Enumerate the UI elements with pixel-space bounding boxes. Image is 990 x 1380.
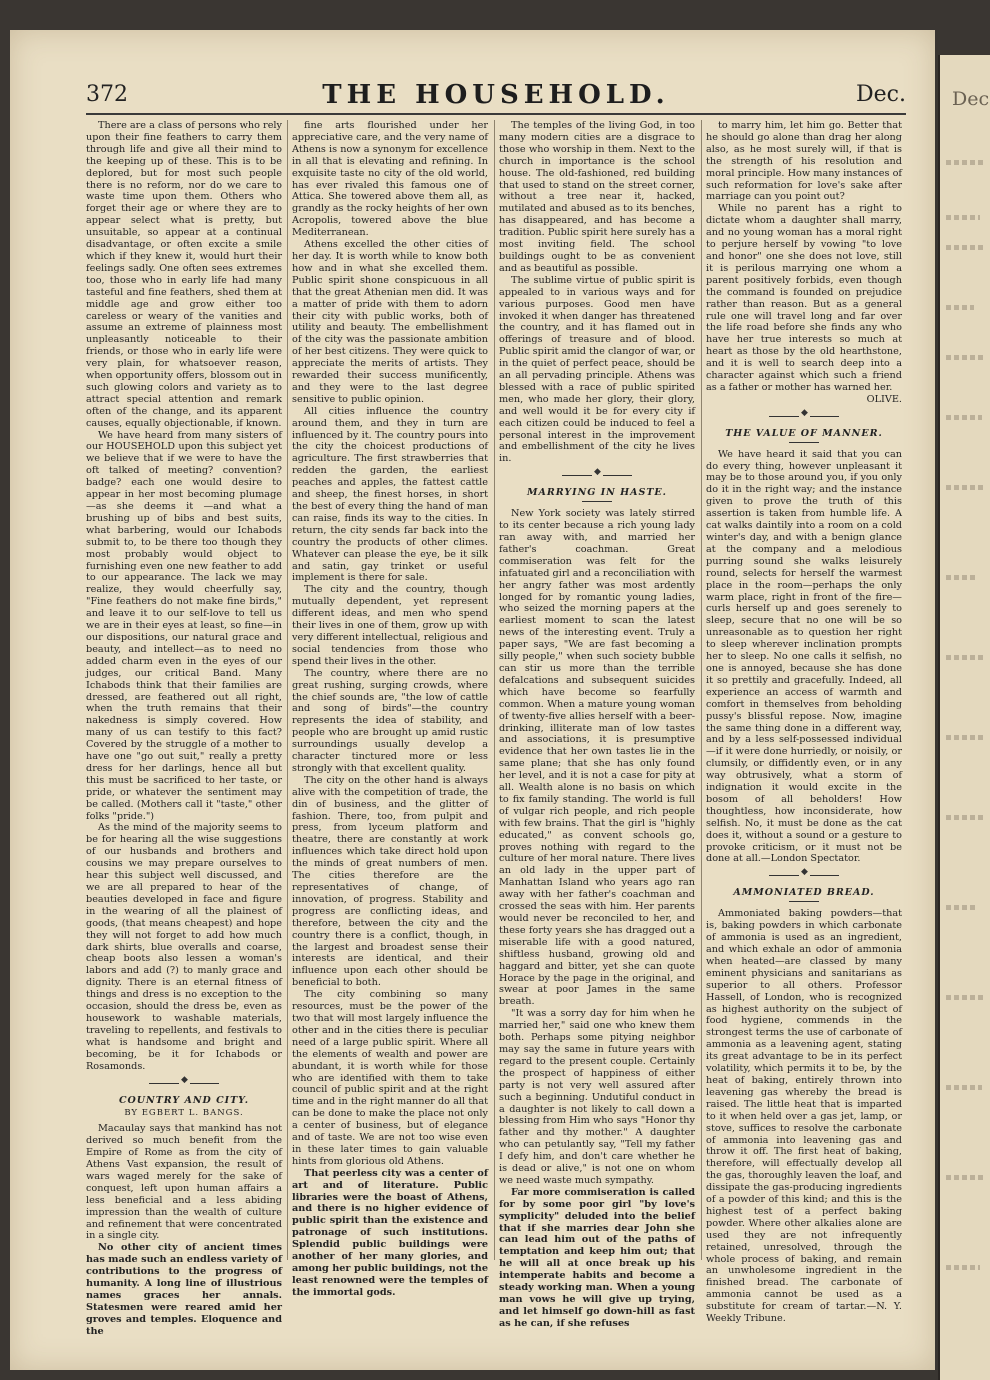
paragraph: The country, where there are no great rushing, surging crowds, where the chief sounds are, "the low of cattle and song of birds"—the country represents the idea of stability, and people who are brought up amid rustic surroundings usually develop a character tinctured more or less strongly with that excellent quality. <box>292 667 488 774</box>
adjacent-text-line <box>946 415 982 420</box>
adjacent-text-line <box>946 1265 980 1270</box>
adjacent-page-edge <box>938 55 990 1380</box>
article-title-value-of-manner: THE VALUE OF MANNER. <box>725 427 883 439</box>
article-byline: BY EGBERT L. BANGS. <box>124 1108 244 1119</box>
page-header <box>86 52 906 110</box>
issue-month: Dec. <box>856 82 906 107</box>
adjacent-text-line <box>946 995 986 1000</box>
paragraph: to marry him, let him go. Better that he should go alone than drag her along also, as he most surely will, if that is the strength of his resolution and moral principle. How many instances of such reformation for love's sake after marriage can you point out? <box>706 120 902 203</box>
paragraph: Far more commiseration is called for by some poor girl "by love's symplicity" deluded into the belief that if she marries dear John she can lead him out of the paths of temptation and keep him out; that he will all at once break up his intemperate habits and become a steady working man. When a young man vows he will give up trying, and let himself go down-hill as fast as he can, if she refuses <box>499 1186 695 1329</box>
adjacent-text-line <box>946 735 984 740</box>
article-columns <box>86 120 906 1337</box>
adjacent-text-line <box>946 215 980 220</box>
paragraph: New York society was lately stirred to its center because a rich young lady ran away with, and married her father's coachman. Great commiseration was felt for the infatuated girl and a reconciliation with her angry father was most ardently longed for by romantic young ladies, who seized the morning papers at the earliest moment to scan the latest news of the interesting event. Truly a paper says, "We are fast becoming a silly people," when such society bubble can stir us more than the terrible defalcations and subsequent suicides which have become so fearfully common. When a mature young woman of twenty-five allies herself with a beer-drinking, illiterate man of low tastes and associations, it is presumptive evidence that her own tastes lie in the same plane; that she has only found her level, and it is not a case for pity at all. Wealth alone is no basis on which to fix family standing. The world is full of vulgar rich people, and rich people with few brains. That the girl is "highly educated," as convent schools go, proves nothing with regard to the culture of her moral nature. There lives an old lady in the upper part of Manhattan Island who years ago ran away with her father's coachman and crossed the seas with him. Her parents would never be reconciled to her, and these forty years she has dragged out a miserable life with a good natured, shiftless husband, growing old and haggard and bitter, yet she can quote Horace by the page in the original, and swear at poor James in the same breath. <box>499 508 695 1008</box>
paragraph: Athens excelled the other cities of her day. It is worth while to know both how and in what she excelled them. Public spirit shone conspicuous in all that the great Athenian men did. It was a matter of pride with them to adorn their city with public works, both of utility and beauty. The embellishment of the city was the passionate ambition of her best citizens. They were quick to appreciate the merits of artists. They rewarded their success munificently, and they were to the last degree sensitive to public opinion. <box>292 239 488 405</box>
adjacent-text-line <box>946 1175 986 1180</box>
column-divider <box>701 120 702 1260</box>
author-signature: OLIVE. <box>866 393 902 405</box>
column-4 <box>706 120 902 1325</box>
paragraph: Ammoniated baking powders—that is, baking powders in which carbonate of ammonia is used as an ingredient, and which exhale an odor of ammonia when heated—are classed by many eminent physicians and sanitarians as superior to all others. Professor Hassell, of London, who is recognized as highest authority on the subject of food hygiene, commends in the strongest terms the use of carbonate of ammonia as a leavening agent, stating its great advantage to be in its perfect volatility, which permits it to be, by the heat of baking, entirely thrown into leavening gas whereby the bread is raised. The little heat that is imparted to it when held over a gas jet, lamp, or stove, suffices to resolve the carbonate of ammonia into leavening gas and throw it off. The first heat of baking, therefore, will effectually develop all the gas, thoroughly leaven the loaf, and dissipate the gas-producing ingredients of a powder of this kind; and this is the highest test of a perfect baking powder. Where other alkalies alone are used they are not infrequently retained, unresolved, through the whole process of baking, and remain an unwholesome ingredient in the finished bread. The carbonate of ammonia cannot be used as a substitute for cream of tartar.—N. Y. Weekly Tribune. <box>706 908 902 1325</box>
column-1 <box>86 120 282 1337</box>
paragraph: While no parent has a right to dictate whom a daughter shall marry, and no young woman has a moral right to perjure herself by vowing "to love and honor" one she does not love, still it is perilous marrying one whom a parent positively forbids, even though the command is founded on prejudice rather than reason. But as a general rule one will travel long and far over the life road before she finds any who have her true interests so much at heart as those by the old hearthstone, and it is well to search deep into a character against which such a friend as a father or mother has warned her. <box>706 203 902 393</box>
paragraph: The temples of the living God, in too many modern cities are a disgrace to those who worship in them. Next to the church in importance is the school house. The old-fashioned, red building that used to stand on the street corner, without a tree near it, hacked, mutilated and abused as to its benches, has disappeared, and has become a tradition. Public spirit here surely has a most inviting field. The school buildings ought to be as convenient and as beautiful as possible. <box>499 120 695 274</box>
adjacent-page-header: Dec <box>952 88 990 110</box>
adjacent-text-line <box>946 355 986 360</box>
section-ornament <box>562 473 632 479</box>
section-ornament <box>149 1081 219 1087</box>
paragraph: No other city of ancient times has made such an endless variety of contributions to the progress of humanity. A long line of illustrious names graces her annals. Statesmen were reared amid her groves and temples. Eloquence and the <box>86 1242 282 1337</box>
paragraph: We have heard it said that you can do every thing, however unpleasant it may be to those around you, if you only do it in the right way; and the instance given to prove the truth of this assertion is taken from humble life. A cat walks daintily into a room on a cold winter's day, and with a benign glance at the company and a melodious purring sound she walks leisurely round, selects for herself the warmest place in the room—perhaps the only warm place, right in front of the fire—curls herself up and goes serenely to sleep, secure that no one will be so unreasonable as to question her right to sleep wherever inclination prompts her to sleep. No one calls it selfish, no one is annoyed, because she has done it so prettily and gracefully. Indeed, all experience an access of warmth and comfort in themselves from beholding pussy's blissful repose. Now, imagine the same thing done in a different way, and by a less self-possessed individual—if it were done hurriedly, or noisily, or clumsily, or diffidently even, or in any way obtrusively, what a storm of indignation it would excite in the bosom of all beholders! How thoughtless, how inconsiderate, how selfish. No, it must be done as the cat does it, without a sound or a gesture to provoke criticism, or it must not be done at all.—London Spectator. <box>706 448 902 865</box>
adjacent-text-line <box>946 485 986 490</box>
paragraph: As the mind of the majority seems to be for hearing all the wise suggestions of our husbands and brothers and cousins we may prepare ourselves to hear this subject well discussed, and we are all prepared to hear of the beauties developed in face and figure in the wearing of all the plainest of goods, (that means cheapest) and hope they will not forget to add how much dark shirts, blue overalls and coarse, cheap boots also lessen a woman's labors and add (?) to manly grace and dignity. There is an eternal fitness of things and dress is no exception to the occasion, should the dress be, even as housework to washable materials, traveling to repellents, and festivals to what is handsome and bright and becoming, be it for Ichabods or Rosamonds. <box>86 822 282 1072</box>
paragraph: The city and the country, though mutually dependent, yet represent different ideas, and men who spend their lives in one of them, grow up with very different intellectual, religious and social tendencies from those who spend their lives in the other. <box>292 584 488 667</box>
section-ornament <box>769 414 839 420</box>
column-divider <box>287 120 288 1260</box>
column-divider <box>494 120 495 1260</box>
adjacent-text-line <box>946 905 976 910</box>
adjacent-text-line <box>946 815 986 820</box>
article-title-marrying-in-haste: MARRYING IN HASTE. <box>527 487 667 499</box>
adjacent-text-line <box>946 245 986 250</box>
page-number: 372 <box>86 82 128 107</box>
paragraph: The city on the other hand is always alive with the competition of trade, the din of business, and the glitter of fashion. There, too, from pulpit and press, from lyceum platform and theatre, there are constantly at work influences which take direct hold upon the minds of great numbers of men. The cities therefore are the representatives of change, of innovation, of progress. Stability and progress are conflicting ideas, and therefore, between the city and the country there is a conflict, though, in the largest and broadest sense their interests are identical, and their influence upon each other should be beneficial to both. <box>292 774 488 989</box>
paragraph: "It was a sorry day for him when he married her," said one who knew them both. Perhaps some pitying neighbor may say the same in future years with regard to the present couple. Certainly the prospect of happiness of either party is not very well assured after such a beginning. Undutiful conduct in a daughter is not likely to call down a blessing from Him who says "Honor thy father and thy mother." A daughter who can petulantly say, "Tell my father I defy him, and don't care whether he is dead or alive," is not one on whom we need waste much sympathy. <box>499 1008 695 1186</box>
paragraph: That peerless city was a center of art and of literature. Public libraries were the boast of Athens, and there is no higher evidence of public spirit than the existence and patronage of such institutions. Splendid public buildings were another of her many glories, and among her public buildings, not the least renowned were the temples of the immortal gods. <box>292 1167 488 1298</box>
paragraph: All cities influence the country around them, and they in turn are influenced by it. The country pours into the city the choicest productions of agriculture. The first strawberries that redden the garden, the earliest peaches and apples, the fattest cattle and sheep, the finest horses, in short the best of every thing the hand of man can raise, finds its way to the cities. In return, the city sends far back into the country the products of other climes. Whatever can please the eye, be it silk and satin, gay trinket or useful implement is there for sale. <box>292 405 488 584</box>
adjacent-text-line <box>946 305 974 310</box>
title-rule <box>582 501 612 502</box>
paragraph: We have heard from many sisters of our HOUSEHOLD upon this subject yet we believe that if we were to have the oft talked of meeting? convention? badge? each one would desire to appear in her most becoming plumage—as she deems it —and what a brushing up of bibs and best suits, what barbering, would our Ichabods submit to, to be there too though they most probably would object to furnishing even one new feather to add to our appearance. The lack we may realize, they would cheerfully say, "Fine feathers do not make fine birds," and leave it to our self-love to tell us we are in their eyes at least, so fine—in our dispositions, our natural grace and beauty, and intellect—as to need no added charm even in the eyes of our judges, our critical Band. Many Ichabods think that their families are dressed, are feathered out all right, when the truth remains that their nakedness is simply covered. How many of us can testify to this fact? Covered by the struggle of a mother to have one "go out suit," really a pretty dress for her darlings, hence all but this must be sacrificed to her taste, or pride, or whatever the sentiment may be called. (Mothers call it "taste," other folks "pride.") <box>86 429 282 822</box>
article-title-country-and-city: COUNTRY AND CITY. <box>118 1094 250 1106</box>
article-title-ammoniated-bread: AMMONIATED BREAD. <box>733 887 875 899</box>
paragraph: There are a class of persons who rely upon their fine feathers to carry them through life and give all their mind to the keeping up of these. This is to be deplored, but for most such people there is no reform, nor do we care to waste time upon them. Others who forget their age or where they are to appear select what is pretty, but unsuitable, so appear at a continual disadvantage, or often excite a smile which if they knew it, would hurt their feelings sadly. One often sees extremes too, those who in early life had many tasteful and fine feathers, shed them at middle age and grow either too careless or weary of the vanities and assume an extreme of plainness most unpleasantly noticeable to their friends, or those who in early life were very plain, for whatsoever reason, when opportunity offers, blossom out in such glowing colors and variety as to attract special attention and remark often of the change, and its apparent causes, equally objectionable, if known. <box>86 120 282 429</box>
title-rule <box>789 442 819 443</box>
paragraph: fine arts flourished under her appreciative care, and the very name of Athens is now a synonym for excellence in all that is elevating and refining. In exquisite taste no city of the old world, has ever rivaled this famous one of Attica. She towered above them all, as grandly as the rocky heights of her own Acropolis, towered above the blue Mediterranean. <box>292 120 488 239</box>
paragraph: The city combining so many resources, must be the power of the two that will most largely influence the other and in the cities there is peculiar need of a large public spirit. Where all the elements of wealth and power are abundant, it is worth while for those who are identified with them to take council of public spirit and at the right time and in the right manner do all that can be done to make the place not only a center of business, but of elegance and of taste. We are not too wise even in these later times to gain valuable hints from glorious old Athens. <box>292 989 488 1167</box>
header-rule <box>86 113 906 115</box>
adjacent-text-line <box>946 160 986 165</box>
title-rule <box>789 901 819 902</box>
adjacent-text-line <box>946 1085 982 1090</box>
column-3 <box>499 120 695 1329</box>
column-2 <box>292 120 488 1298</box>
masthead-title: THE HOUSEHOLD. <box>322 80 670 110</box>
adjacent-text-line <box>946 575 978 580</box>
adjacent-text-line <box>946 655 986 660</box>
paragraph: Macaulay says that mankind has not derived so much benefit from the Empire of Rome as from the city of Athens Vast expansion, the result of wars waged merely for the sake of conquest, left upon human affairs a less beneficial and a less abiding impression than the wealth of culture and refinement that were concentrated in a single city. <box>86 1123 282 1242</box>
section-ornament <box>769 873 839 879</box>
paragraph: The sublime virtue of public spirit is appealed to in various ways and for various purposes. Good men have invoked it when danger has threatened the country, and it has flamed out in offerings of treasure and of blood. Public spirit amid the clangor of war, or in the quiet of perfect peace, should be an all pervading principle. Athens was blessed with a race of public spirited men, who made her glory, their glory, and well would it be for every city if each citizen could be induced to feel a personal interest in the improvement and embellishment of the city he lives in. <box>499 274 695 465</box>
